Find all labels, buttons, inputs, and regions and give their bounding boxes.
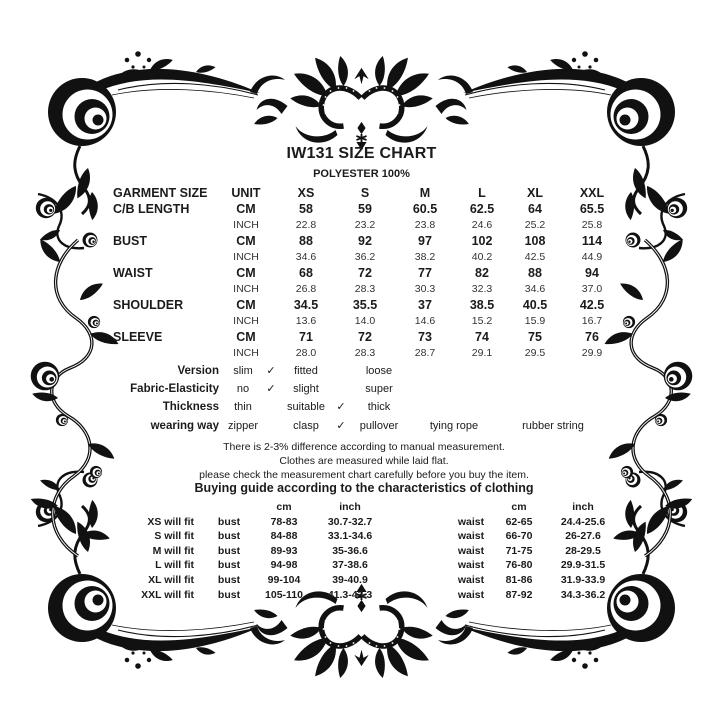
attr-label-thickness: Thickness: [162, 401, 219, 414]
spacer: [390, 558, 448, 573]
size-cell: 23.2: [354, 219, 376, 231]
spacer: [390, 529, 448, 544]
size-cell: 88: [299, 234, 313, 248]
size-cell: 60.5: [412, 202, 438, 216]
size-cell: 14.0: [354, 315, 376, 327]
guide-cell: bust: [217, 559, 241, 572]
size-cell: 30.3: [414, 283, 436, 295]
material-label: POLYESTER 100%: [313, 168, 410, 180]
guide-cell: 66-70: [505, 530, 533, 543]
size-cell: 94: [585, 266, 599, 280]
col-header-m: M: [419, 186, 431, 200]
size-cell: 72: [358, 266, 372, 280]
col-header-xl: XL: [527, 186, 543, 200]
size-cell: 108: [524, 234, 546, 248]
attr-option: loose: [365, 365, 393, 377]
guide-cell: bust: [217, 588, 241, 601]
guide-cell: waist: [457, 559, 485, 572]
size-cell: 42.5: [524, 251, 546, 263]
guide-size-label: M will fit: [152, 544, 194, 557]
attr-option: no: [236, 383, 250, 396]
size-cell: 75: [528, 330, 542, 344]
guide-header-inch: inch: [339, 501, 361, 513]
size-cell: 74: [475, 330, 489, 344]
guide-cell: 99-104: [267, 573, 301, 586]
size-cell: 28.0: [295, 347, 317, 359]
guide-cell: 84-88: [270, 530, 298, 543]
attr-option: super: [365, 383, 393, 396]
attr-option: [409, 362, 499, 380]
guide-header-inch: inch: [572, 501, 594, 513]
unit-cell: CM: [236, 330, 256, 344]
guide-cell: 87-92: [505, 588, 533, 601]
guide-cell: 24.4-25.6: [560, 515, 606, 528]
check-icon: [263, 398, 279, 416]
attr-option: [409, 380, 499, 398]
guide-cell: bust: [217, 515, 241, 528]
attr-option: pullover: [359, 419, 399, 432]
size-cell: 82: [475, 266, 489, 280]
row-label: C/B LENGTH: [113, 202, 190, 216]
col-header-garment-size: GARMENT SIZE: [113, 186, 208, 200]
size-cell: 34.6: [524, 283, 546, 295]
size-cell: 16.7: [581, 315, 603, 327]
size-cell: 72: [358, 330, 372, 344]
unit-cell: INCH: [233, 219, 259, 231]
chart-title: IW131 SIZE CHART: [286, 145, 437, 162]
guide-cell: 78-83: [270, 515, 298, 528]
size-cell: 29.1: [471, 347, 493, 359]
size-cell: 76: [585, 330, 599, 344]
col-header-s: S: [360, 186, 370, 200]
guide-header-cm: cm: [511, 501, 527, 513]
buying-guide-table: [140, 500, 622, 602]
size-cell: 25.2: [524, 219, 546, 231]
unit-cell: INCH: [233, 315, 259, 327]
check-icon: ✓: [336, 401, 346, 414]
col-header-xs: XS: [297, 186, 315, 200]
size-cell: 68: [299, 266, 313, 280]
guide-cell: bust: [217, 530, 241, 543]
guide-cell: waist: [457, 544, 485, 557]
damask-motif-top: [253, 54, 470, 150]
attr-option: [499, 362, 607, 380]
attr-option: [499, 380, 607, 398]
size-cell: 13.6: [295, 315, 317, 327]
note-line: please check the measurement chart carefully before you buy the item.: [199, 469, 529, 482]
spacer: [390, 573, 448, 588]
size-cell: 34.5: [293, 298, 319, 312]
attr-option: tying rope: [429, 419, 479, 432]
size-cell: 26.8: [295, 283, 317, 295]
size-cell: 114: [581, 234, 603, 248]
attr-option: slight: [293, 383, 319, 396]
guide-cell: 33.1-34.6: [327, 530, 373, 543]
size-cell: 28.3: [354, 347, 376, 359]
guide-cell: 89-93: [270, 544, 298, 557]
guide-cell: 41.3-43.3: [327, 588, 373, 601]
row-label: [113, 217, 215, 233]
row-label: SHOULDER: [113, 298, 184, 312]
spacer: [390, 500, 448, 515]
row-label: WAIST: [113, 266, 153, 280]
guide-cell: 71-75: [505, 544, 533, 557]
size-cell: 35.5: [352, 298, 378, 312]
size-cell: 92: [358, 234, 372, 248]
size-cell: 37: [418, 298, 432, 312]
unit-cell: CM: [236, 266, 256, 280]
row-label: [113, 249, 215, 265]
attr-option: thick: [367, 401, 391, 414]
col-header-unit: UNIT: [231, 186, 261, 200]
attr-label-version: Version: [177, 365, 219, 377]
row-label: [113, 345, 215, 361]
guide-header-cm: cm: [276, 501, 292, 513]
size-cell: 64: [528, 202, 542, 216]
guide-cell: 37-38.6: [332, 559, 368, 572]
guide-cell: waist: [457, 588, 485, 601]
check-icon: [333, 380, 349, 398]
attr-option: suitable: [287, 401, 325, 414]
size-cell: 42.5: [579, 298, 605, 312]
col-header-l: L: [478, 186, 486, 200]
size-cell: 40.2: [471, 251, 493, 263]
spacer: [140, 500, 200, 515]
unit-cell: INCH: [233, 283, 259, 295]
attr-option: zipper: [228, 419, 258, 432]
guide-cell: 81-86: [505, 573, 533, 586]
attr-label-elasticity: Fabric-Elasticity: [130, 383, 219, 396]
guide-cell: 31.9-33.9: [560, 573, 606, 586]
buying-guide-title: Buying guide according to the characteristics of clothing: [194, 481, 534, 495]
spacer: [200, 500, 258, 515]
size-cell: 15.9: [524, 315, 546, 327]
size-cell: 22.8: [295, 219, 317, 231]
guide-size-label: L will fit: [155, 559, 194, 572]
attr-label-wearing-way: wearing way: [150, 419, 219, 432]
attr-option: thin: [234, 401, 252, 414]
attributes-table: [115, 362, 607, 435]
size-cell: 38.2: [414, 251, 436, 263]
size-cell: 37.0: [581, 283, 603, 295]
size-cell: 102: [471, 234, 493, 248]
attr-option: [409, 398, 499, 416]
check-icon: [263, 417, 279, 435]
guide-cell: 62-65: [505, 515, 533, 528]
guide-cell: 105-110: [265, 588, 303, 601]
size-cell: 36.2: [354, 251, 376, 263]
size-cell: 34.6: [295, 251, 317, 263]
attr-option: [499, 398, 607, 416]
check-icon: ✓: [336, 419, 346, 432]
guide-cell: 35-36.6: [332, 544, 368, 557]
guide-size-label: S will fit: [154, 530, 194, 543]
row-label: [113, 313, 215, 329]
size-cell: 14.6: [414, 315, 436, 327]
spacer: [390, 515, 448, 530]
size-cell: 32.3: [471, 283, 493, 295]
guide-cell: waist: [457, 530, 485, 543]
size-cell: 23.8: [414, 219, 436, 231]
attr-option: fitted: [294, 365, 318, 377]
size-cell: 62.5: [469, 202, 495, 216]
guide-cell: 76-80: [505, 559, 533, 572]
size-table: [113, 185, 623, 361]
check-icon: ✓: [266, 383, 276, 396]
unit-cell: INCH: [233, 347, 259, 359]
size-cell: 58: [299, 202, 313, 216]
guide-cell: 34.3-36.2: [560, 588, 606, 601]
check-icon: ✓: [266, 365, 276, 377]
guide-cell: 94-98: [270, 559, 298, 572]
guide-cell: waist: [457, 573, 485, 586]
size-cell: 29.9: [581, 347, 603, 359]
guide-size-label: XL will fit: [148, 573, 194, 586]
row-label: [113, 281, 215, 297]
row-label: BUST: [113, 234, 148, 248]
size-cell: 44.9: [581, 251, 603, 263]
guide-cell: bust: [217, 544, 241, 557]
size-cell: 15.2: [471, 315, 493, 327]
unit-cell: INCH: [233, 251, 259, 263]
guide-cell: 28-29.5: [565, 544, 601, 557]
size-cell: 28.7: [414, 347, 436, 359]
size-cell: 59: [358, 202, 372, 216]
size-cell: 24.6: [471, 219, 493, 231]
unit-cell: CM: [236, 202, 256, 216]
unit-cell: CM: [236, 234, 256, 248]
guide-size-label: XS will fit: [147, 515, 194, 528]
col-header-xxl: XXL: [579, 186, 605, 200]
attr-option: clasp: [293, 419, 319, 432]
attr-option: slim: [233, 365, 253, 377]
row-label: SLEEVE: [113, 330, 163, 344]
size-cell: 40.5: [522, 298, 548, 312]
spacer: [448, 500, 494, 515]
note-line: There is 2-3% difference according to manual measurement.: [223, 441, 505, 453]
size-cell: 65.5: [579, 202, 605, 216]
guide-cell: waist: [457, 515, 485, 528]
unit-cell: CM: [236, 298, 256, 312]
guide-cell: 29.9-31.5: [560, 559, 606, 572]
size-cell: 29.5: [524, 347, 546, 359]
check-icon: [333, 362, 349, 380]
size-cell: 88: [528, 266, 542, 280]
guide-cell: 26-27.6: [565, 530, 601, 543]
note-line: Clothes are measured while laid flat.: [279, 455, 449, 468]
size-cell: 97: [418, 234, 432, 248]
guide-cell: 39-40.9: [332, 573, 368, 586]
size-cell: 38.5: [469, 298, 495, 312]
size-cell: 73: [418, 330, 432, 344]
attr-option: rubber string: [522, 419, 584, 432]
guide-cell: 30.7-32.7: [327, 515, 373, 528]
spacer: [390, 544, 448, 559]
spacer: [390, 588, 448, 603]
measurement-notes: [40, 440, 688, 483]
size-cell: 25.8: [581, 219, 603, 231]
size-cell: 71: [299, 330, 313, 344]
guide-cell: bust: [217, 573, 241, 586]
size-cell: 77: [418, 266, 432, 280]
guide-size-label: XXL will fit: [141, 588, 194, 601]
size-cell: 28.3: [354, 283, 376, 295]
